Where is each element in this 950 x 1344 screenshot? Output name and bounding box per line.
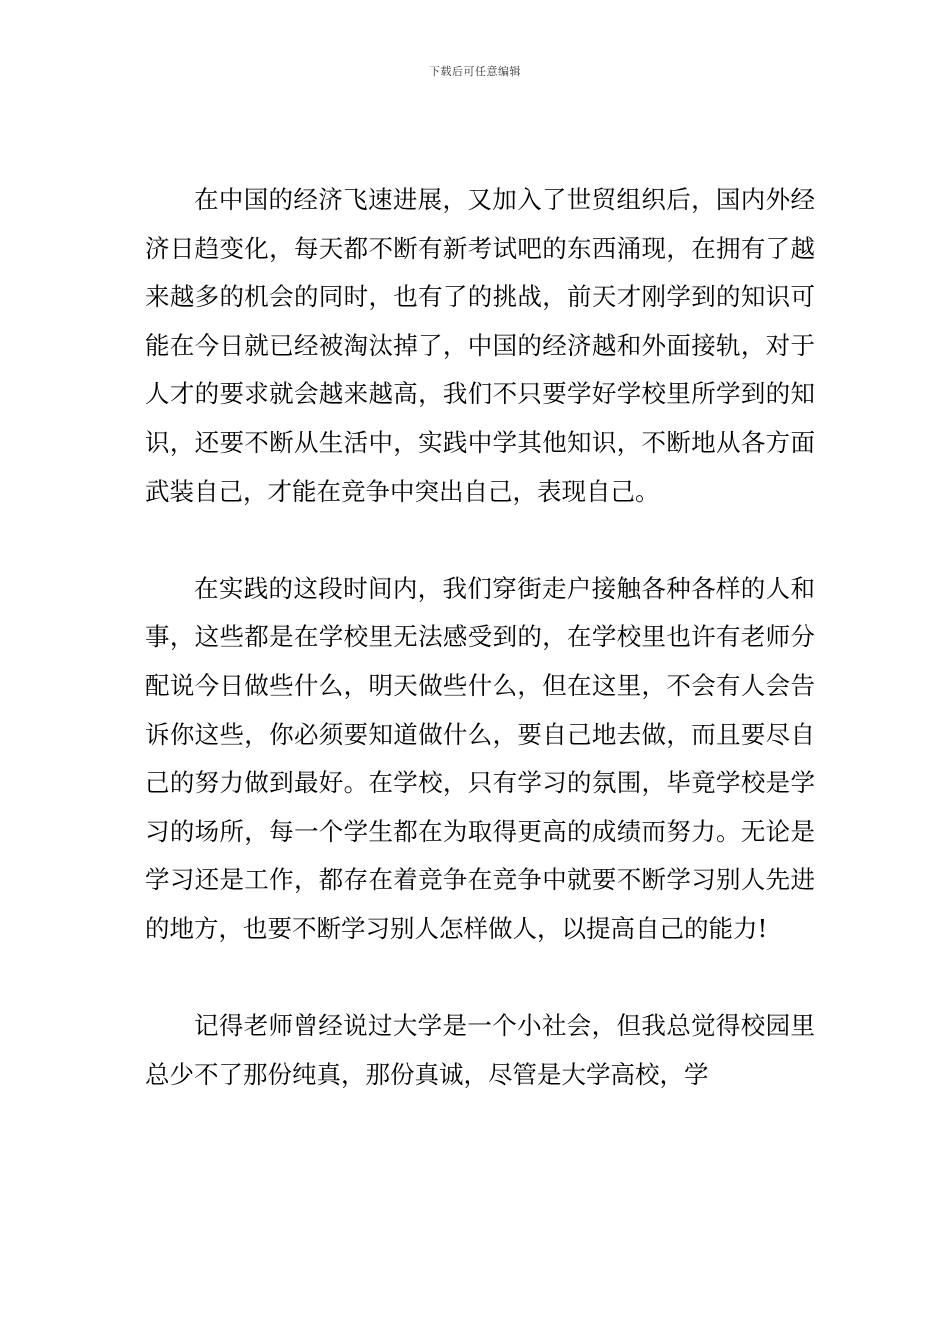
document-body xyxy=(145,176,815,1099)
paragraph-3: 记得老师曾经说过大学是一个小社会，但我总觉得校园里总少不了那份纯真，那份真诚，尽管是大学高校，学 xyxy=(145,1011,815,1089)
page-header: 下载后可任意编辑 xyxy=(429,65,521,78)
paragraph-2: 在实践的这段时间内，我们穿街走户接触各种各样的人和事，这些都是在学校里无法感受到的，在学校里也许有老师分配说今日做些什么，明天做些什么，但在这里，不会有人会告诉你这些，你必须要知道做什么，要自己地去做，而且要尽自己的努力做到最好。在学校，只有学习的氛围，毕竟学校是学习的场所，每一个学生都在为取得更高的成绩而努力。无论是学习还是工作，都存在着竞争在竞争中就要不断学习别人先进的地方，也要不断学习别人怎样做人，以提高自己的能力! xyxy=(145,573,815,943)
paragraph-1: 在中国的经济飞速进展，又加入了世贸组织后，国内外经济日趋变化，每天都不断有新考试吧的东西涌现，在拥有了越来越多的机会的同时，也有了的挑战，前天才刚学到的知识可能在今日就已经被淘汰掉了，中国的经济越和外面接轨，对于人才的要求就会越来越高，我们不只要学好学校里所学到的知识，还要不断从生活中，实践中学其他知识，不断地从各方面武装自己，才能在竞争中突出自己，表现自己。 xyxy=(145,185,815,506)
